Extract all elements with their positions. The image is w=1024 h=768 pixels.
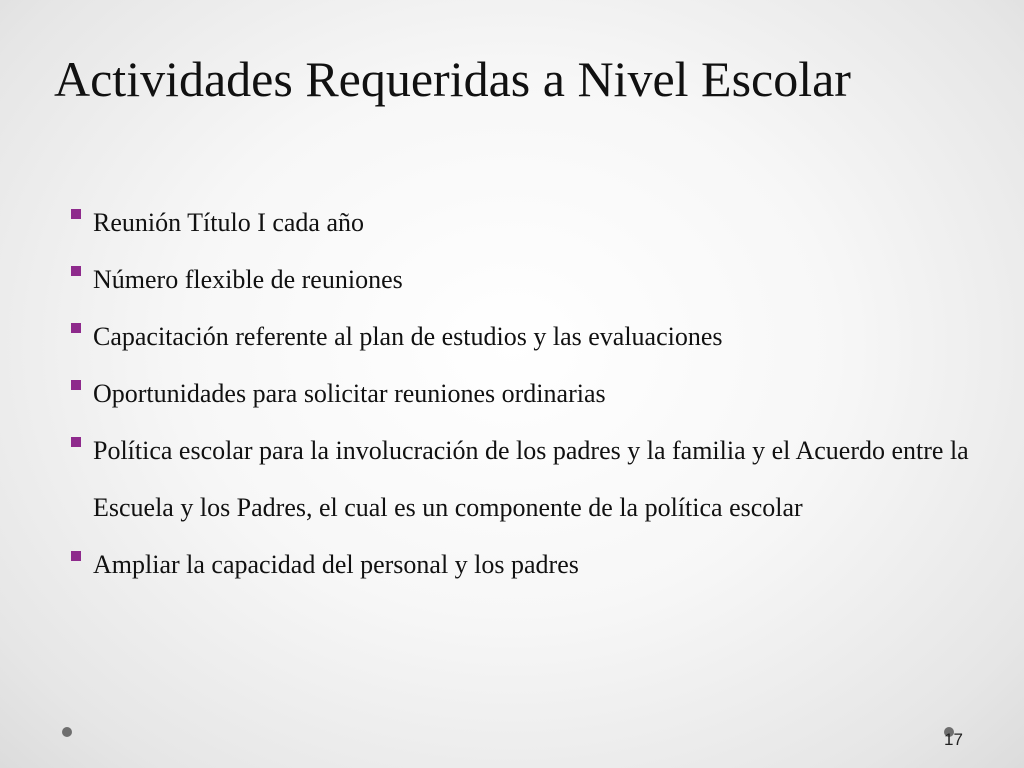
list-item (68, 365, 988, 422)
bullet-text: Reunión Título I cada año (93, 208, 365, 237)
corner-dot-left-icon (62, 727, 72, 737)
list-item (68, 536, 988, 593)
bullet-text: Ampliar la capacidad del personal y los padres (93, 550, 579, 579)
page-number: 17 (944, 730, 963, 749)
square-bullet-icon (71, 380, 81, 390)
square-bullet-icon (71, 209, 81, 219)
square-bullet-icon (71, 266, 81, 276)
list-item (68, 194, 988, 251)
square-bullet-icon (71, 551, 81, 561)
bullet-text: Número flexible de reuniones (93, 265, 403, 294)
slide-title: Actividades Requeridas a Nivel Escolar (54, 51, 851, 107)
bullet-list (68, 194, 988, 593)
bullet-text: Capacitación referente al plan de estudios y las evaluaciones (93, 322, 723, 351)
list-item (68, 251, 988, 308)
list-item (68, 422, 988, 536)
bullet-text: Oportunidades para solicitar reuniones ordinarias (93, 379, 606, 408)
bullet-text: Política escolar para la involucración de los padres y la familia y el Acuerdo entre la Escuela y los Padres, el cual es un componente de la política escolar (93, 436, 969, 522)
square-bullet-icon (71, 437, 81, 447)
square-bullet-icon (71, 323, 81, 333)
list-item (68, 308, 988, 365)
